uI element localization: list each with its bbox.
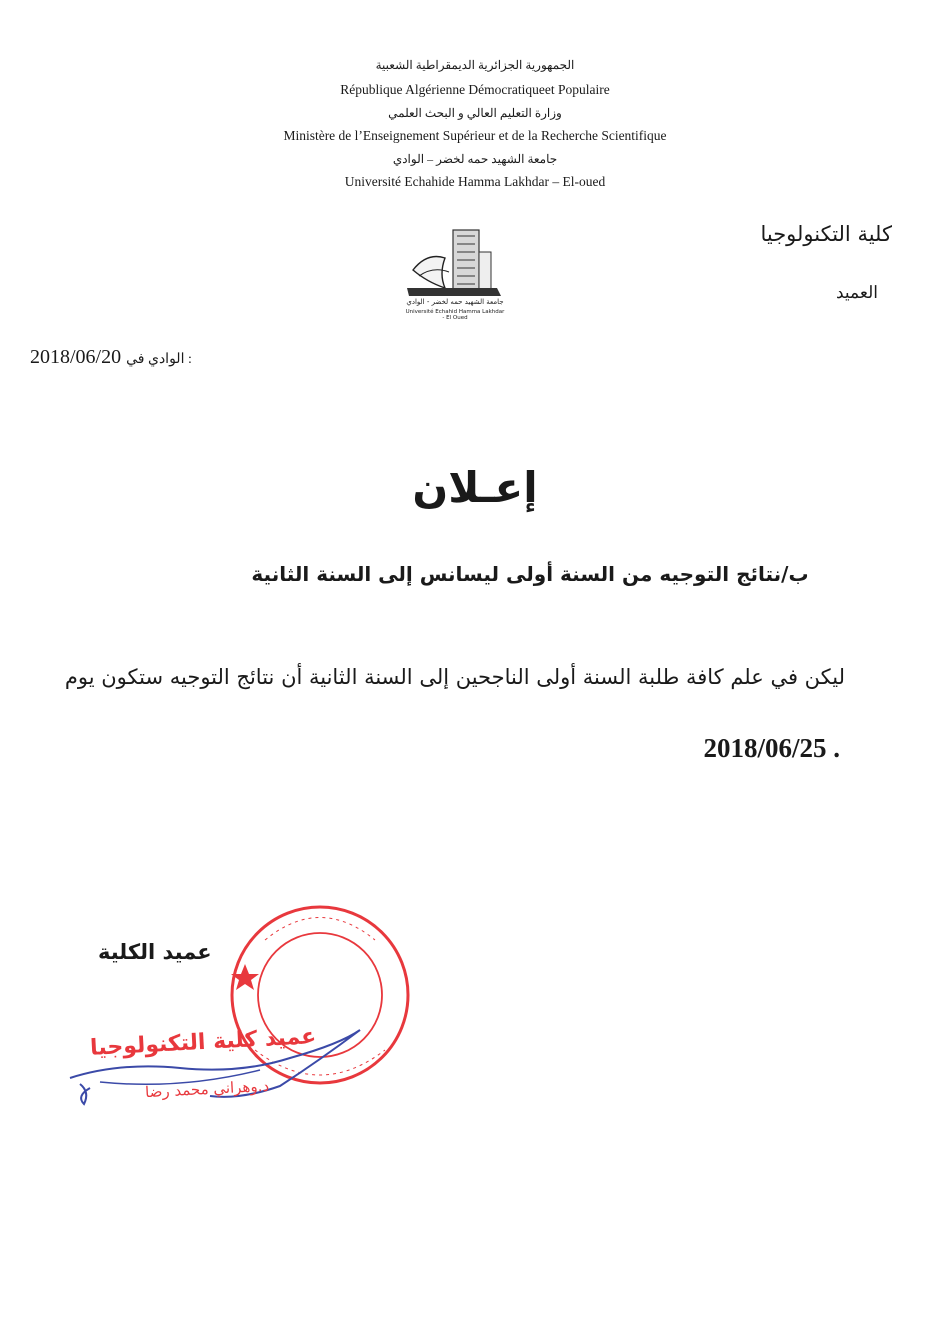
logo-text-fr: Université Echahid Hamma Lakhdar - El Oued <box>405 309 505 321</box>
announcement-body: ليكن في علم كافة طلبة السنة أولى الناجحين إلى السنة الثانية أن نتائج التوجيه ستكون يوم <box>64 665 845 689</box>
announcement-subject: ب/نتائج التوجيه من السنة أولى ليسانس إلى السنة الثانية <box>251 562 809 586</box>
date-value: 2018/06/20 <box>30 346 122 368</box>
header-fr-ministry: Ministère de l’Enseignement Supérieur et de la Recherche Scientifique <box>283 128 667 143</box>
header-ar-republic: الجمهورية الجزائرية الديمقراطية الشعبية <box>375 58 575 72</box>
signer-title: عميد الكلية <box>98 940 212 964</box>
logo-text-ar: جامعة الشهيد حمه لخضر - الوادي <box>406 298 504 306</box>
dean-label: العميد <box>836 283 878 303</box>
header-fr-republic: République Algérienne Démocratiqueet Populaire <box>340 82 610 97</box>
date-line <box>30 346 192 369</box>
faculty-name: كلية التكنولوجيا <box>760 222 892 246</box>
stamp-dean-name: د.وهراني محمد رضا <box>144 1076 270 1102</box>
header-fr-university: Université Echahide Hamma Lakhdar – El-oued <box>344 174 606 189</box>
announcement-result-date: . 2018/06/25 <box>703 733 840 763</box>
announcement-title: إعـلان <box>412 463 538 512</box>
header-ar-university: جامعة الشهيد حمه لخضر – الوادي <box>392 152 558 166</box>
date-label: الوادي في : <box>126 352 192 367</box>
header-ar-ministry: وزارة التعليم العالي و البحث العلمي <box>388 106 562 120</box>
stamp-faculty-text: عميد كلية التكنولوجيا <box>89 1024 317 1061</box>
